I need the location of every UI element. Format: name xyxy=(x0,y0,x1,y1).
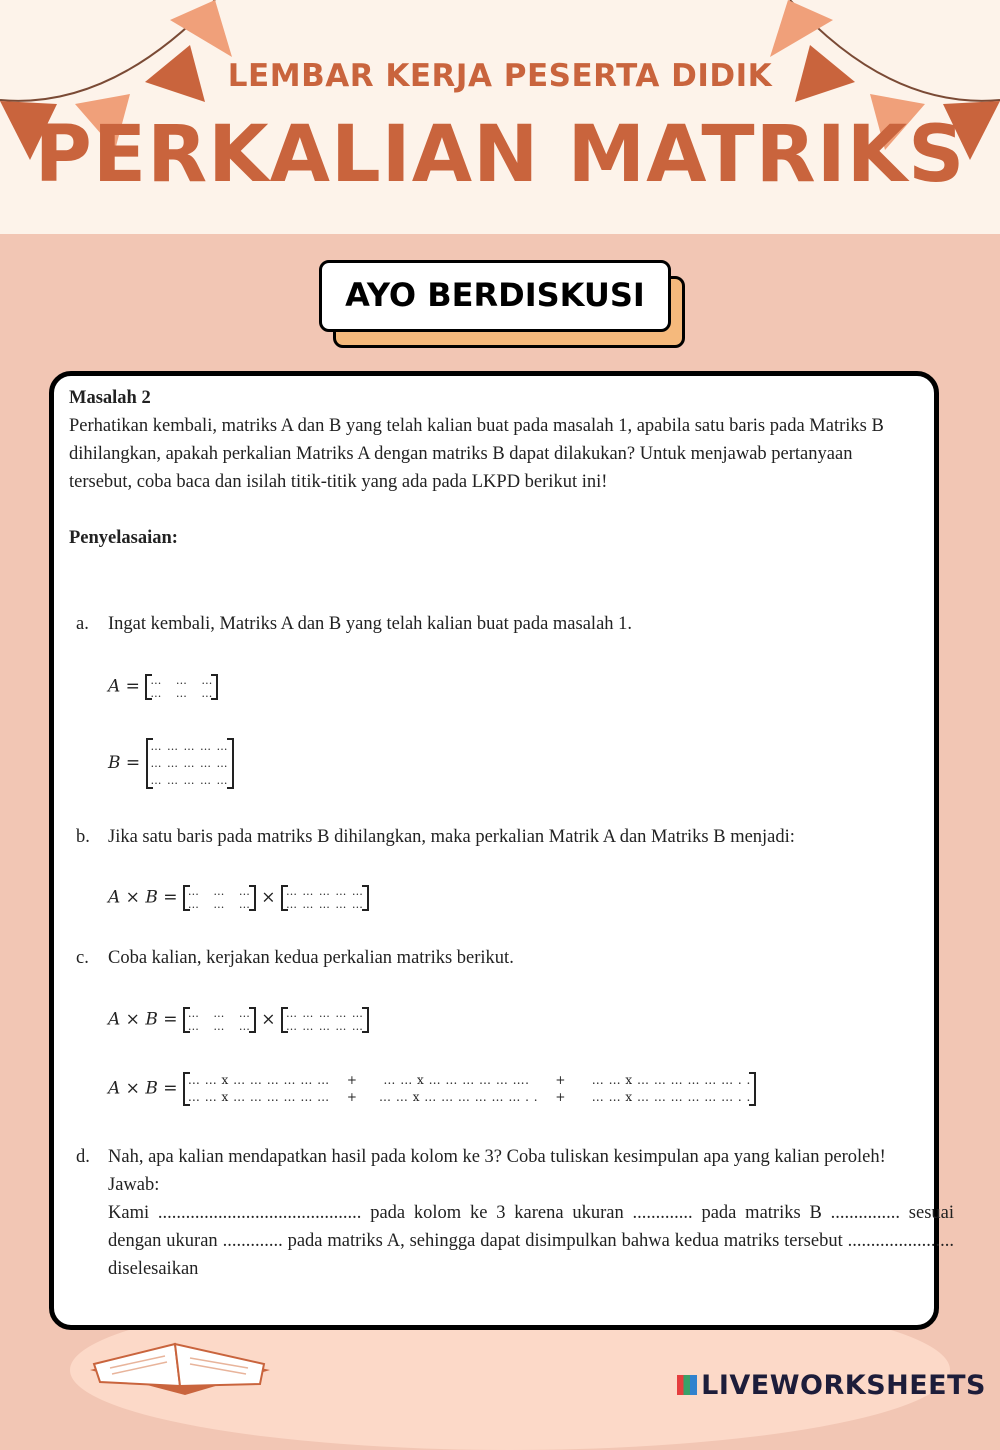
matrix-row: … … x … … … … … … + … … x … … … … … … . . + … … x … … … … … … . . xyxy=(187,1090,751,1104)
page-title: PERKALIAN MATRIKS xyxy=(34,110,966,200)
matrix-row: … … … xyxy=(187,1007,251,1020)
item-c-text: Coba kalian, kerjakan kedua perkalian matriks berikut. xyxy=(108,948,514,968)
matrix-row: … … … xyxy=(150,674,214,687)
item-label: d. xyxy=(76,1147,90,1167)
matrix-row: … … … … … xyxy=(150,774,229,787)
product-equation-c xyxy=(108,1007,369,1033)
solution-heading: Penyelasaian: xyxy=(69,528,178,548)
expanded-product-matrix[interactable] xyxy=(183,1072,756,1106)
matrix-a-c[interactable] xyxy=(183,1007,256,1033)
matrix-row: … … … xyxy=(187,885,251,898)
matrix-row: … … … … … xyxy=(150,757,229,770)
matrix-b[interactable] xyxy=(146,738,234,789)
product-lhs: A × B = xyxy=(108,1078,178,1099)
matrix-a-reduced[interactable] xyxy=(183,885,256,911)
matrix-a-lhs: A = xyxy=(108,676,140,697)
answer-label: Jawab: xyxy=(108,1175,160,1195)
matrix-a-equation xyxy=(108,674,218,700)
worksheet-subtitle: LEMBAR KERJA PESERTA DIDIK xyxy=(227,58,773,94)
open-book-icon xyxy=(80,1330,280,1400)
logo-text: LIVEWORKSHEETS xyxy=(701,1370,986,1401)
matrix-row: … … … … … xyxy=(285,898,364,911)
expanded-product-equation xyxy=(108,1072,756,1106)
matrix-row: … … … … … xyxy=(285,1007,364,1020)
liveworksheets-logo-icon xyxy=(677,1375,697,1395)
item-b xyxy=(69,823,954,851)
item-label: a. xyxy=(76,614,89,634)
matrix-row: … … … … … xyxy=(285,1020,364,1033)
item-c xyxy=(69,944,954,972)
matrix-row: … … … xyxy=(187,898,251,911)
problem-content xyxy=(69,384,915,552)
item-a-text: Ingat kembali, Matriks A dan B yang telah kalian buat pada masalah 1. xyxy=(108,614,633,634)
matrix-row: … … x … … … … … … + … … x … … … … … …. + … … x … … … … … … . . xyxy=(187,1073,751,1087)
matrix-row: … … … … … xyxy=(285,885,364,898)
problem-heading: Masalah 2 xyxy=(69,388,151,408)
matrix-b-lhs: B = xyxy=(108,753,141,773)
product-lhs: A × B = xyxy=(108,887,178,908)
item-d-text: Nah, apa kalian mendapatkan hasil pada kolom ke 3? Coba tuliskan kesimpulan apa yang kalian peroleh! xyxy=(108,1147,886,1167)
item-label: b. xyxy=(76,827,90,847)
matrix-b-c[interactable] xyxy=(281,1007,369,1033)
times-sign: × xyxy=(261,887,276,908)
answer-fill-in-text[interactable]: Kami ............................................ pada kolom ke 3 karena ukuran ............. pada matriks B ............... sesuai dengan ukuran ............. pada matriks A, sehingga dapat disimpulkan bahwa kedua matriks tersebut ....................... diselesaikan xyxy=(108,1203,954,1279)
item-d xyxy=(69,1143,954,1283)
times-sign: × xyxy=(261,1009,276,1030)
product-equation-b xyxy=(108,885,369,911)
problem-text: Perhatikan kembali, matriks A dan B yang telah kalian buat pada masalah 1, apabila satu baris pada Matriks B dihilangkan, apakah perkalian Matriks A dengan matriks B dapat dilakukan? Untuk menjawab pertanyaan tersebut, coba baca dan isilah titik-titik yang ada pada LKPD berikut ini! xyxy=(69,416,884,492)
item-a xyxy=(69,610,954,638)
matrix-row: … … … xyxy=(187,1020,251,1033)
matrix-a[interactable] xyxy=(145,674,218,700)
matrix-row: … … … xyxy=(150,687,214,700)
section-badge: AYO BERDISKUSI xyxy=(319,260,671,332)
product-lhs: A × B = xyxy=(108,1009,178,1030)
matrix-row: … … … … … xyxy=(150,740,229,753)
item-label: c. xyxy=(76,948,89,968)
liveworksheets-logo xyxy=(677,1370,986,1401)
matrix-b-equation xyxy=(108,738,234,789)
matrix-b-reduced[interactable] xyxy=(281,885,369,911)
item-b-text: Jika satu baris pada matriks B dihilangkan, maka perkalian Matrik A dan Matriks B menjadi: xyxy=(108,827,795,847)
header-banner xyxy=(0,0,1000,234)
